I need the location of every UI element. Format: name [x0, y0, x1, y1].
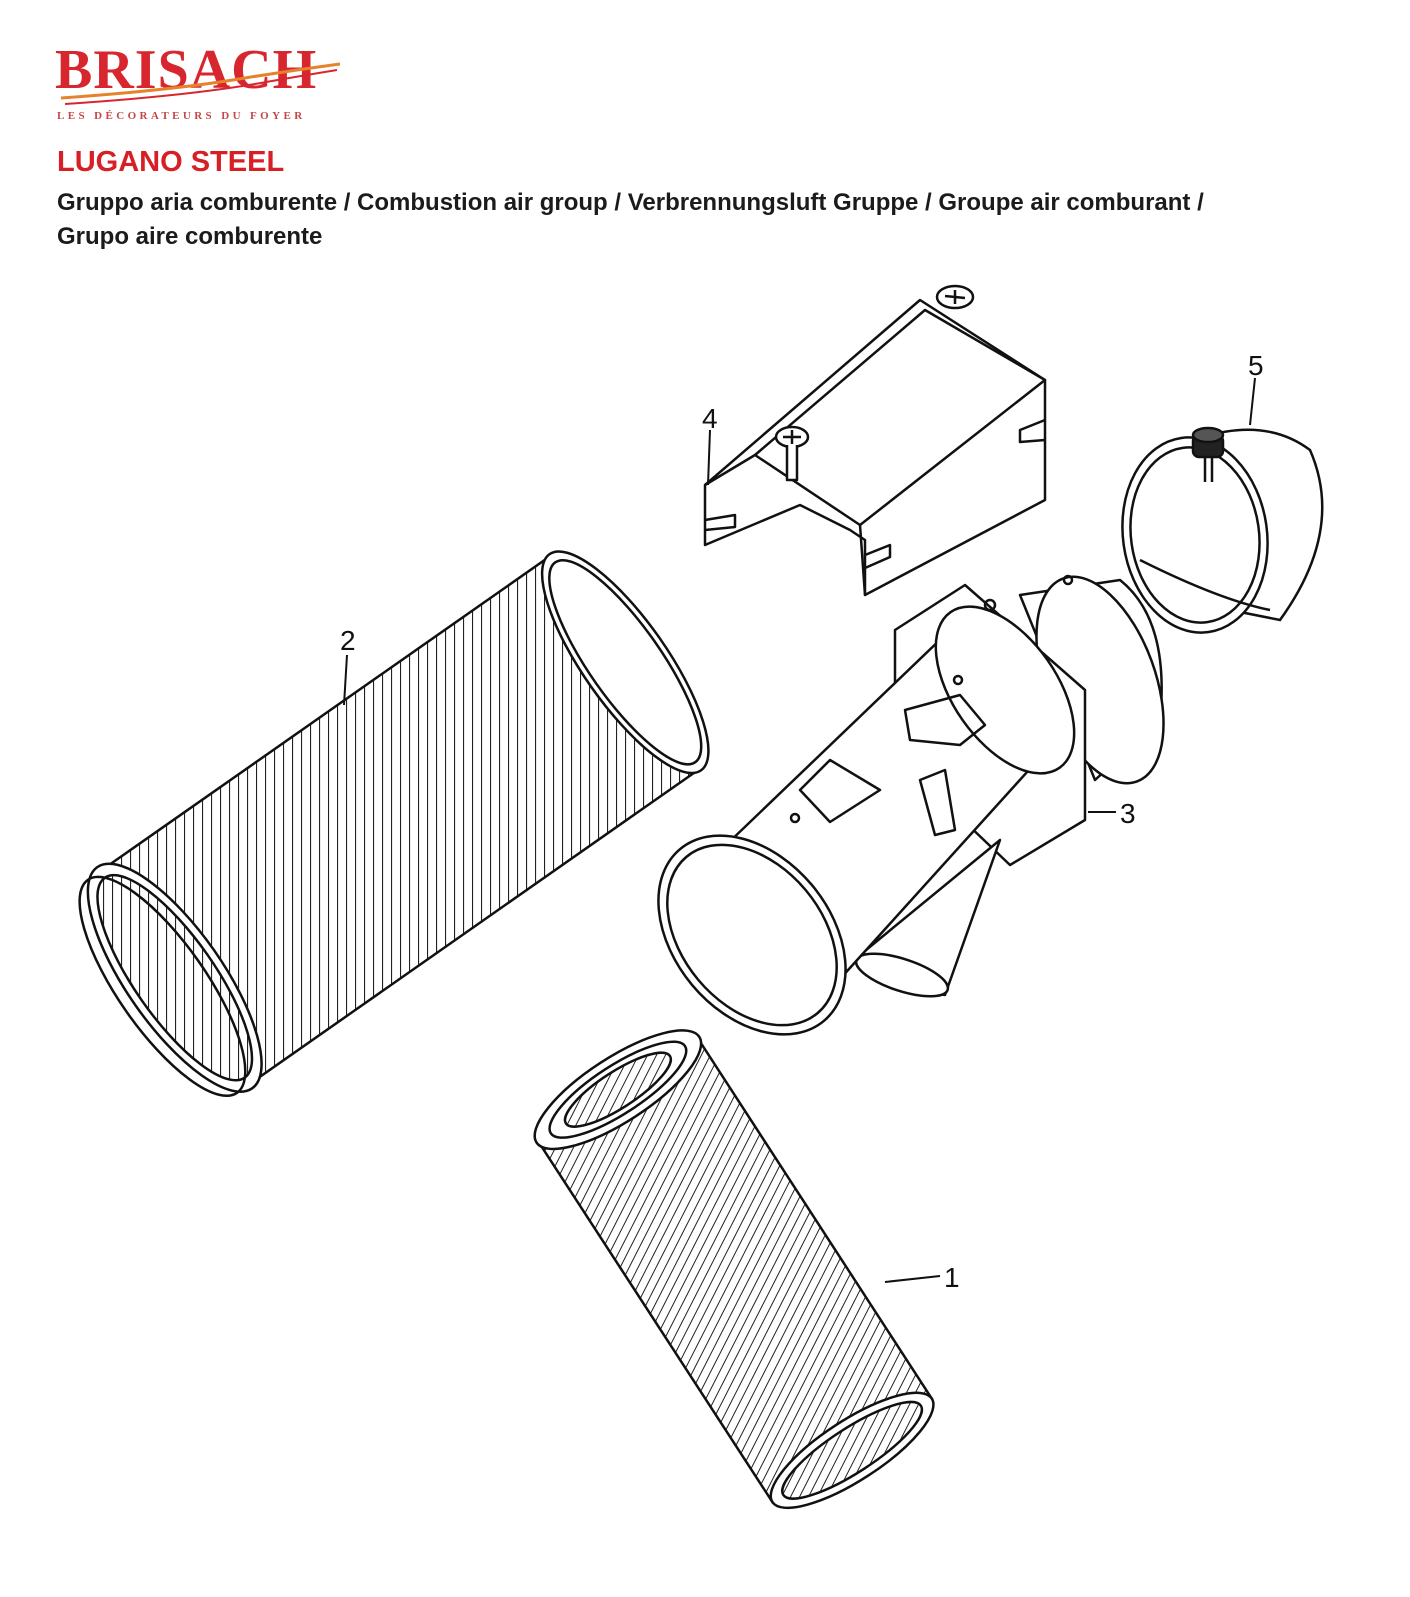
callout-3: 3: [1120, 798, 1136, 829]
brisach-logo: [55, 40, 345, 130]
leader-line-1: [885, 1276, 940, 1282]
callout-1: 1: [944, 1262, 960, 1293]
flexible-hose-small: [519, 1010, 950, 1528]
product-subtitle: [57, 186, 1367, 254]
callout-5: 5: [1248, 350, 1264, 381]
logo-tagline: LES DÉCORATEURS DU FOYER: [57, 110, 306, 122]
logo-swoosh: [55, 40, 345, 120]
air-intake-connector: [620, 560, 1188, 1071]
flexible-hose-large: [49, 528, 737, 1123]
leader-line-4: [708, 430, 710, 485]
callout-2: 2: [340, 625, 356, 656]
logo-wordmark: BRISACH: [55, 39, 318, 101]
subtitle-line-2: Grupo aire comburente: [57, 223, 323, 250]
product-title: LUGANO STEEL: [57, 146, 285, 178]
mounting-bracket: [705, 286, 1045, 595]
callout-4: 4: [702, 403, 718, 434]
leader-line-5: [1250, 378, 1255, 425]
subtitle-line-1: Gruppo aria comburente / Combustion air group / Verbrennungsluft Gruppe / Groupe air comburant /: [57, 189, 1204, 216]
exploded-parts-diagram: [0, 260, 1410, 1597]
